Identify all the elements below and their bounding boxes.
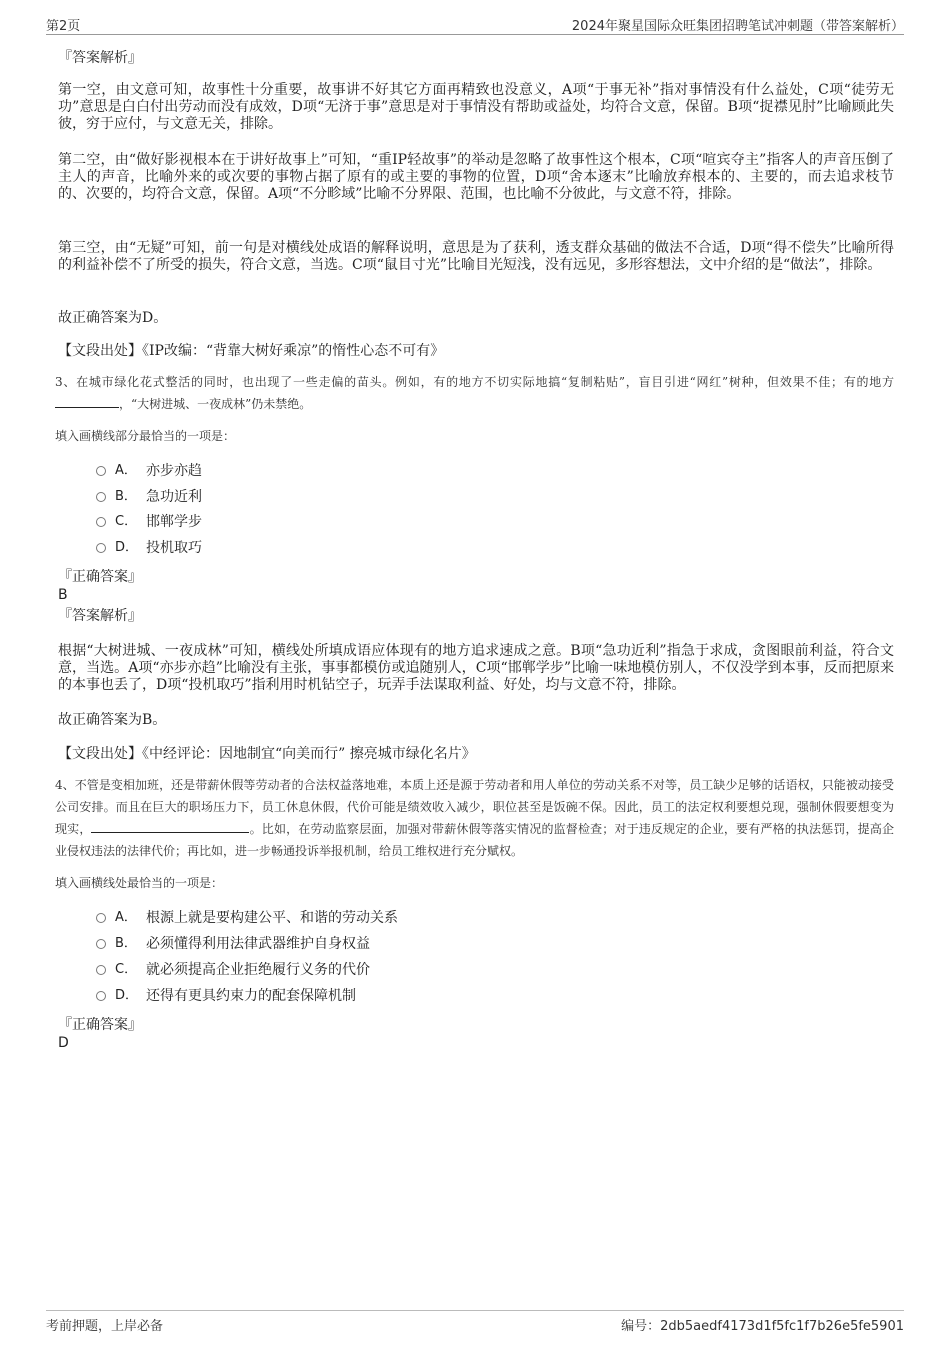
question-3-stem-text-2: ，“大树进城、一夜成林”仍未禁绝。 xyxy=(119,397,312,411)
correct-answer-heading: 『正确答案』 xyxy=(58,569,142,585)
document-id: 编号：2db5aedf4173d1f5fc1f7b26e5fe5901 xyxy=(621,1319,904,1334)
footer-slogan: 考前押题，上岸必备 xyxy=(46,1319,164,1334)
source-citation: 【文段出处】《IP改编：“背靠大树好乘凉”的惰性心态不可有》 xyxy=(58,343,445,359)
correct-answer-heading: 『正确答案』 xyxy=(58,1017,142,1033)
radio-button[interactable] xyxy=(96,466,106,476)
page-number: 第2页 xyxy=(46,19,81,34)
radio-button[interactable] xyxy=(96,965,106,975)
question-4-stem xyxy=(55,774,894,862)
fill-blank xyxy=(91,820,249,833)
correct-answer: B xyxy=(58,587,68,603)
correct-answer: D xyxy=(58,1035,69,1051)
page-header xyxy=(46,14,904,35)
question-3-prompt: 填入画横线部分最恰当的一项是： xyxy=(55,429,236,443)
radio-button[interactable] xyxy=(96,991,106,1001)
analysis-heading: 『答案解析』 xyxy=(58,608,142,624)
radio-button[interactable] xyxy=(96,492,106,502)
question-4-stem-text-1: 4、不管是变相加班，还是带薪休假等劳动者的合法权益落地难，本质上还是源于劳动者和用人单位的劳动关系不对等，员工缺少足够的话语权，只能被动接受公司安排。而且在巨大的职场压力下，员工休息休假，代价可能是绩效收入减少，职位甚至是饭碗不保。因此，员工的法定权利要想兑现，强制休假要想变为现实， xyxy=(55,778,894,836)
fill-blank xyxy=(55,395,119,408)
source-citation: 【文段出处】《中经评论：因地制宜“向美而行” 擦亮城市绿化名片》 xyxy=(58,746,476,762)
page-footer xyxy=(46,1310,904,1335)
conclusion: 故正确答案为B。 xyxy=(58,712,167,728)
analysis-paragraph-3: 第三空，由“无疑”可知，前一句是对横线处成语的解释说明，意思是为了获利，透支群众基础的做法不合适，D项“得不偿失”比喻所得的利益补偿不了所受的损失，符合文意，当选。C项“鼠目寸光”比喻目光短浅，没有远见，多形容想法，文中介绍的是“做法”，排除。 xyxy=(58,240,894,273)
conclusion: 故正确答案为D。 xyxy=(58,310,168,326)
question-3-stem xyxy=(55,371,894,415)
analysis-paragraph-2: 第二空，由“做好影视根本在于讲好故事上”可知，“重IP轻故事”的举动是忽略了故事性这个根本，C项“喧宾夺主”指客人的声音压倒了主人的声音，比喻外来的或次要的事物占据了原有的或主要的事物的位置，D项“舍本逐末”比喻放弃根本的、主要的，而去追求枝节的、次要的，均符合文意，保留。A项“不分畛域”比喻不分界限、范围，也比喻不分彼此，与文意不符，排除。 xyxy=(58,152,894,202)
radio-button[interactable] xyxy=(96,913,106,923)
question-3-stem-text-1: 3、在城市绿化花式整活的同时，也出现了一些走偏的苗头。例如，有的地方不切实际地搞“复制粘贴”，盲目引进“网红”树种，但效果不佳；有的地方 xyxy=(55,375,894,389)
radio-button[interactable] xyxy=(96,543,106,553)
question-4-prompt: 填入画横线处最恰当的一项是： xyxy=(55,876,224,890)
question-4-stem-text-2: 。比如，在劳动监察层面，加强对带薪休假等落实情况的监督检查；对于违反规定的企业，要有严格的执法惩罚，提高企业侵权违法的法律代价；再比如，进一步畅通投诉举报机制，给员工维权进行充分赋权。 xyxy=(55,822,894,858)
radio-button[interactable] xyxy=(96,517,106,527)
analysis-heading: 『答案解析』 xyxy=(58,50,142,66)
radio-button[interactable] xyxy=(96,939,106,949)
analysis-paragraph-1: 第一空，由文意可知，故事性十分重要，故事讲不好其它方面再精致也没意义，A项“于事无补”指对事情没有什么益处，C项“徒劳无功”意思是白白付出劳动而没有成效，D项“无济于事”意思是对于事情没有帮助或益处，均符合文意，保留。B项“捉襟见肘”比喻顾此失彼，穷于应付，与文意无关，排除。 xyxy=(58,82,894,132)
document-title: 2024年聚星国际众旺集团招聘笔试冲刺题（带答案解析） xyxy=(571,19,904,34)
analysis-paragraph: 根据“大树进城、一夜成林”可知，横线处所填成语应体现有的地方追求速成之意。B项“急功近利”指急于求成，贪图眼前利益，符合文意，当选。A项“亦步亦趋”比喻没有主张，事事都模仿或追随别人，C项“邯郸学步”比喻一味地模仿别人，不仅没学到本事，反而把原来的本事也丢了，D项“投机取巧”指利用时机钻空子，玩弄手法谋取利益、好处，均与文意不符，排除。 xyxy=(58,643,894,693)
